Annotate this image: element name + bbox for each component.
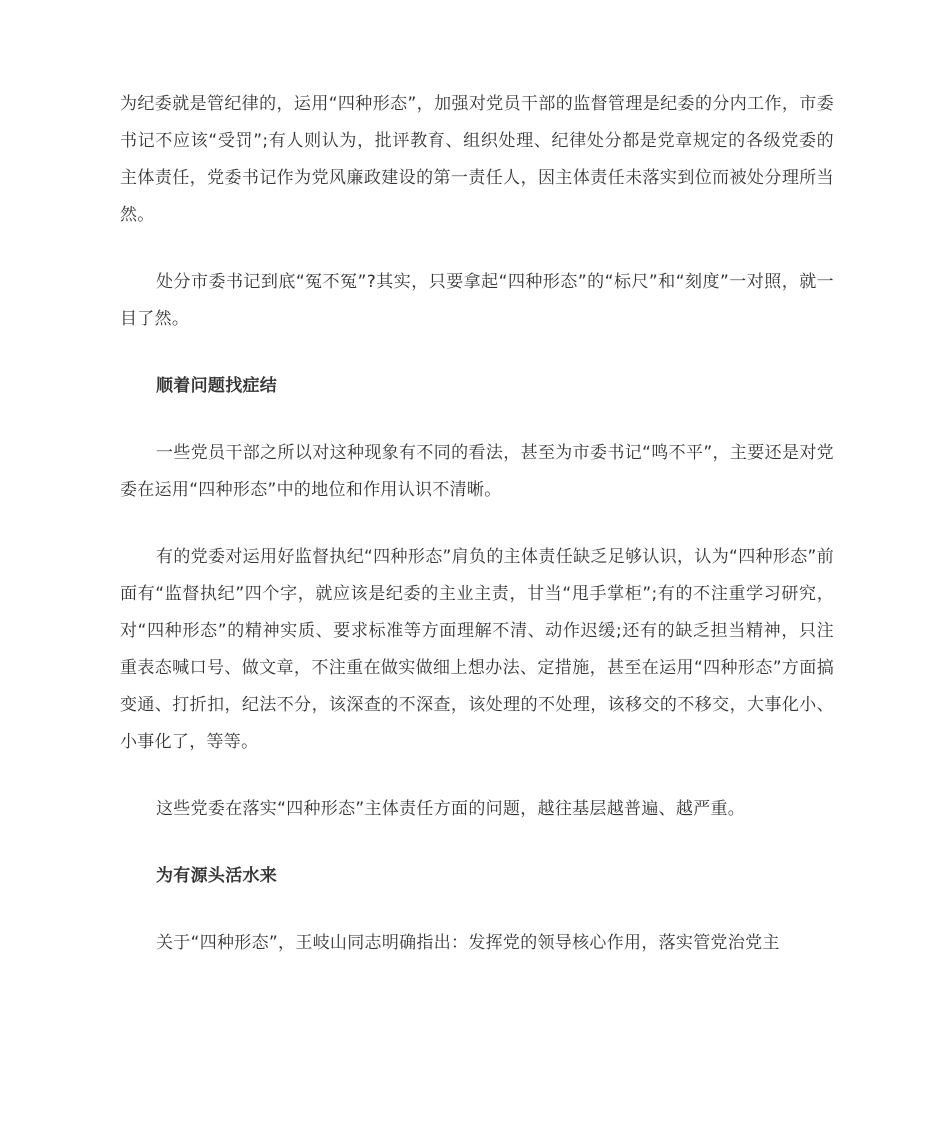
paragraph-question: 处分市委书记到底“冤不冤”?其实，只要拿起“四种形态”的“标尺”和“刻度”一对照，就一目了然。: [120, 272, 834, 329]
paragraph-intro: 为纪委就是管纪律的，运用“四种形态”，加强对党员干部的监督管理是纪委的分内工作，市委书记不应该“受罚”;有人则认为，批评教育、组织处理、纪律处分都是党章规定的各级党委的主体责任，党委书记作为党风廉政建设的第一责任人，因主体责任未落实到位而被处分理所当然。: [120, 94, 834, 225]
section-heading-problem: 顺着问题找症结: [156, 376, 278, 396]
paragraph-issues: 有的党委对运用好监督执纪“四种形态”肩负的主体责任缺乏足够认识，认为“四种形态”前面有“监督执纪”四个字，就应该是纪委的主业主责，甘当“甩手掌柜”;有的不注重学习研究，对“四种形态”的精神实质、要求标准等方面理解不清、动作迟缓;还有的缺乏担当精神，只注重表态喊口号、做文章，不注重在做实做细上想办法、定措施，甚至在运用“四种形态”方面搞变通、打折扣，纪法不分，该深查的不深查，该处理的不处理，该移交的不移交，大事化小、小事化了，等等。: [120, 547, 834, 752]
document-page: [120, 86, 834, 992]
paragraph-instruction: 关于“四种形态”，王岐山同志明确指出：发挥党的领导核心作用，落实管党治党主: [156, 933, 780, 953]
section-heading-source: 为有源头活水来: [156, 866, 278, 886]
paragraph-views: 一些党员干部之所以对这种现象有不同的看法，甚至为市委书记“鸣不平”，主要还是对党委在运用“四种形态”中的地位和作用认识不清晰。: [120, 443, 834, 500]
paragraph-grassroots: 这些党委在落实“四种形态”主体责任方面的问题，越往基层越普遍、越严重。: [156, 799, 746, 819]
